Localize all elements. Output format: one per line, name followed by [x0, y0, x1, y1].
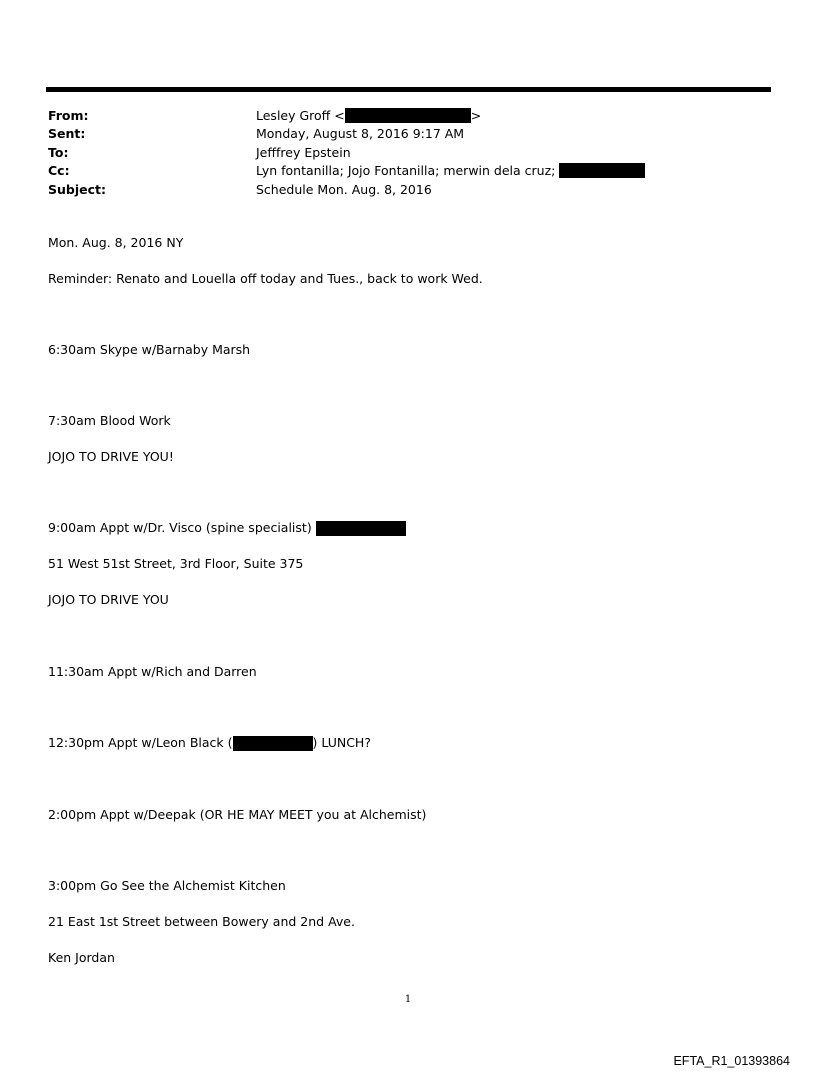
sent-label: Sent: [48, 126, 86, 141]
cc-value [256, 161, 645, 180]
from-close: > [470, 108, 482, 123]
subject-value: Schedule Mon. Aug. 8, 2016 [256, 182, 432, 197]
schedule-item-skype: 6:30am Skype w/Barnaby Marsh [48, 342, 251, 357]
schedule-item-alchemist: 3:00pm Go See the Alchemist Kitchen [48, 878, 286, 893]
redaction-box [345, 108, 471, 123]
header-divider [46, 87, 771, 92]
leon-text-start: 12:30pm Appt w/Leon Black ( [48, 735, 233, 750]
to-label: To: [48, 145, 69, 160]
subject-label: Subject: [48, 182, 106, 197]
schedule-item-blood-work: 7:30am Blood Work [48, 413, 171, 428]
sent-value: Monday, August 8, 2016 9:17 AM [256, 126, 465, 141]
cc-recipients: Lyn fontanilla; Jojo Fontanilla; merwin dela cruz; [256, 163, 556, 178]
from-name: Lesley Groff < [256, 108, 345, 123]
to-value: Jefffrey Epstein [256, 145, 351, 160]
body-reminder: Reminder: Renato and Louella off today and Tues., back to work Wed. [48, 271, 483, 286]
leon-text-end: ) LUNCH? [312, 735, 371, 750]
page-number: 1 [404, 994, 412, 1005]
cc-label: Cc: [48, 163, 70, 178]
visco-address: 51 West 51st Street, 3rd Floor, Suite 375 [48, 556, 304, 571]
from-row [48, 106, 768, 125]
schedule-item-rich: 11:30am Appt w/Rich and Darren [48, 664, 257, 679]
schedule-item-visco [48, 519, 406, 537]
schedule-note-drive: JOJO TO DRIVE YOU [48, 592, 169, 607]
to-row [48, 143, 768, 162]
alchemist-address: 21 East 1st Street between Bowery and 2nd Ave. [48, 914, 355, 929]
schedule-item-leon [48, 734, 371, 752]
redaction-box [316, 521, 406, 536]
cc-row [48, 161, 768, 180]
redaction-box [233, 736, 313, 751]
contact-name: Ken Jordan [48, 950, 115, 965]
schedule-item-deepak: 2:00pm Appt w/Deepak (OR HE MAY MEET you at Alchemist) [48, 807, 427, 822]
redaction-box [559, 163, 645, 178]
subject-row [48, 180, 768, 199]
body-date-line: Mon. Aug. 8, 2016 NY [48, 235, 184, 250]
visco-text: 9:00am Appt w/Dr. Visco (spine specialist) [48, 520, 312, 535]
document-id: EFTA_R1_01393864 [673, 1054, 790, 1068]
schedule-note-drive: JOJO TO DRIVE YOU! [48, 449, 174, 464]
from-label: From: [48, 108, 89, 123]
from-value [256, 106, 481, 125]
sent-row [48, 124, 768, 143]
